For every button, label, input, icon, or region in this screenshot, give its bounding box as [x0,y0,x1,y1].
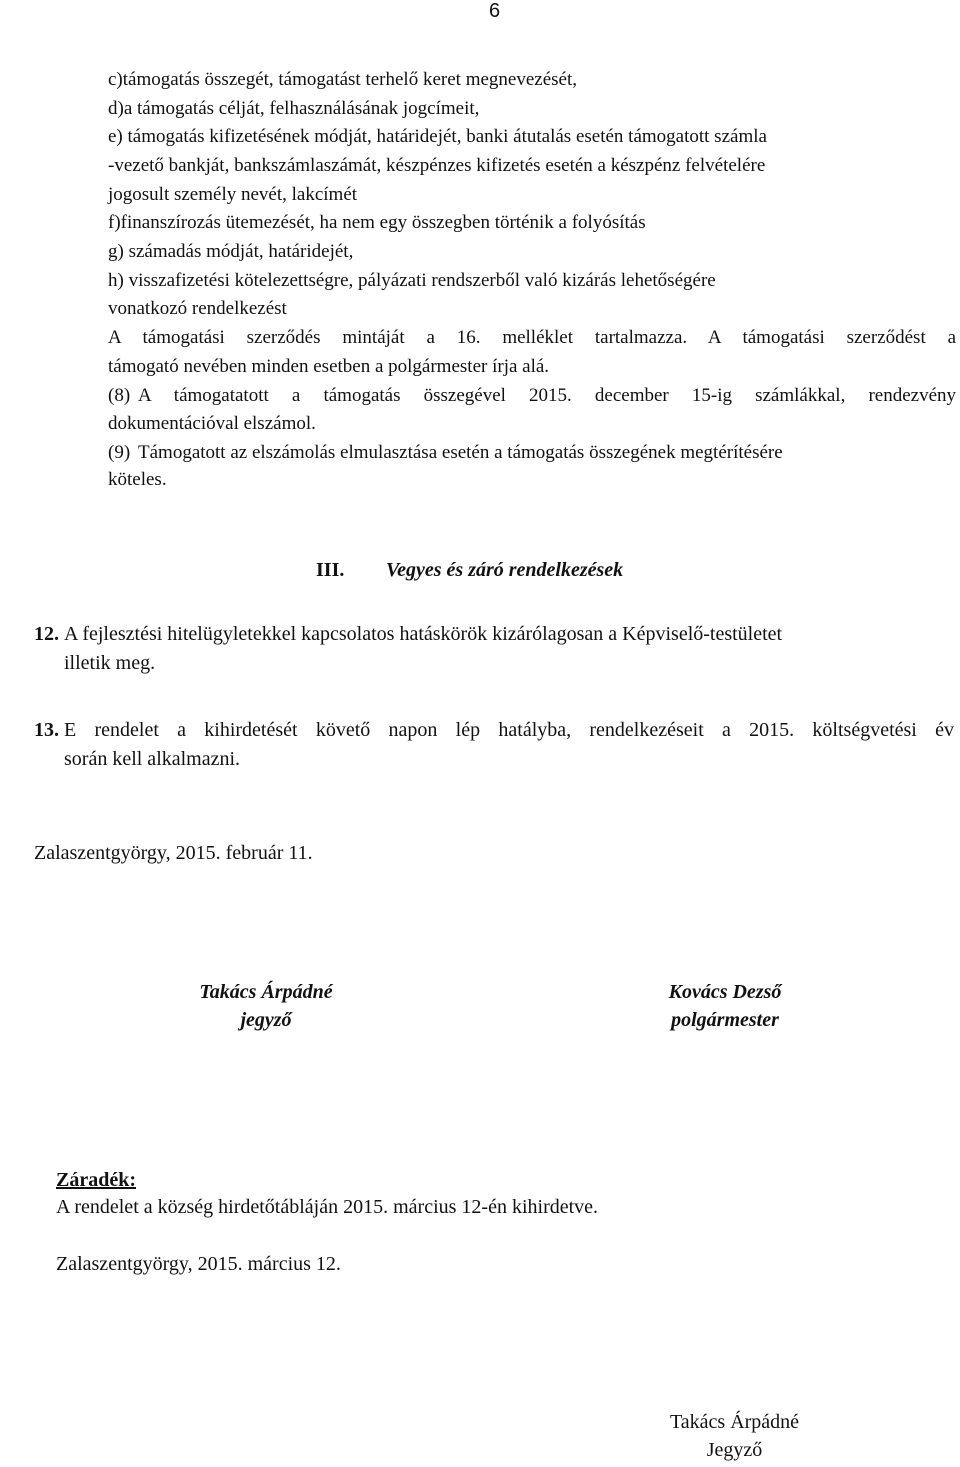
signatory-title: polgármester [671,1009,779,1031]
list-item: f)finanszírozás ütemezését, ha nem egy összegben történik a folyósítás [108,212,646,233]
list-item: vonatkozó rendelkezést [108,298,287,319]
signatory-name: Takács Árpádné [199,981,333,1003]
paragraph-line: támogató nevében minden esetben a polgármester írja alá. [108,356,550,377]
signatory-title: jegyző [240,1009,292,1031]
paragraph-line: A támogatatott a támogatás összegével 2015. december 15-ig számlákkal, rendezvény [138,385,956,406]
place-date: Zalaszentgyörgy, 2015. március 12. [56,1253,341,1275]
clause-text: A rendelet a község hirdetőtábláján 2015. március 12-én kihirdetve. [56,1196,599,1218]
place-date: Zalaszentgyörgy, 2015. február 11. [34,842,313,864]
list-item: e) támogatás kifizetésének módját, határidejét, banki átutalás esetén támogatott számla [108,126,767,147]
clause-heading: Záradék: [56,1169,136,1191]
list-item: c)támogatás összegét, támogatást terhelő keret megnevezését, [108,69,577,90]
paragraph-line: dokumentációval elszámol. [108,413,316,434]
paragraph-number: (9) [108,442,131,463]
list-item: -vezető bankját, bankszámlaszámát, készpénzes kifizetés esetén a készpénz felvételére [108,155,766,176]
page-number: 6 [489,0,501,22]
list-item: g) számadás módját, határidejét, [108,241,354,262]
paragraph-line: Támogatott az elszámolás elmulasztása esetén a támogatás összegének megtérítésére [138,442,783,463]
section-number: 12. [34,623,59,645]
list-item: d)a támogatás célját, felhasználásának jogcímeit, [108,98,480,119]
signatory-name: Takács Árpádné [669,1411,800,1433]
section-line: során kell alkalmazni. [64,748,241,770]
paragraph-number: (8) [108,385,131,406]
section-line: A fejlesztési hitelügyletekkel kapcsolatos hatáskörök kizárólagosan a Képviselő-testületet [64,623,783,645]
signatory-name: Kovács Dezső [668,981,782,1003]
list-item: jogosult személy nevét, lakcímét [108,184,358,205]
section-line: illetik meg. [64,652,156,674]
paragraph-line: köteles. [108,469,167,490]
paragraph-line: A támogatási szerződés mintáját a 16. melléklet tartalmazza. A támogatási szerződést a [108,327,956,348]
section-number: III. [316,559,345,581]
section-line: E rendelet a kihirdetését követő napon lép hatályba, rendelkezéseit a 2015. költségvetési év [64,719,954,741]
list-item: h) visszafizetési kötelezettségre, pályázati rendszerből való kizárás lehetőségére [108,270,716,291]
section-number: 13. [34,719,59,741]
signatory-title: Jegyző [706,1439,763,1461]
section-title: Vegyes és záró rendelkezések [386,559,624,581]
